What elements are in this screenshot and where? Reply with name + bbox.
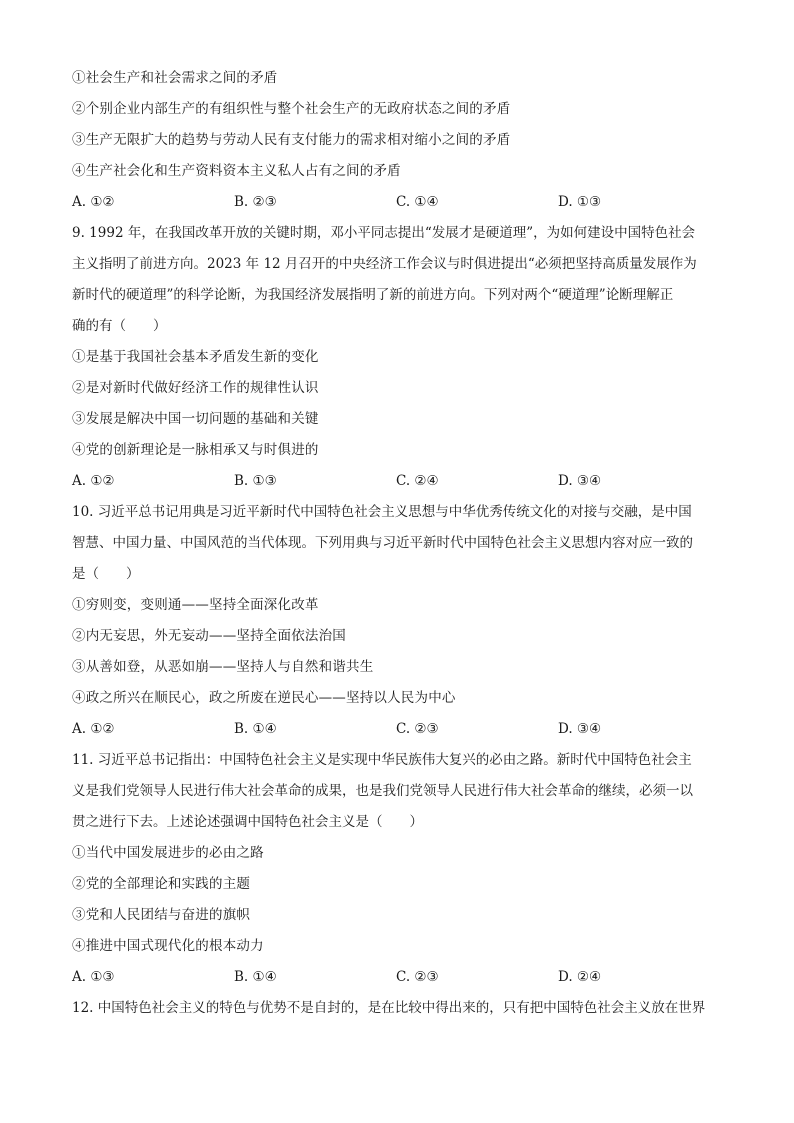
q11-choices: [72, 962, 722, 993]
q10-option-1: ①穷则变，变则通——坚持全面深化改革: [72, 597, 319, 613]
q12-stem-line-1: 12. 中国特色社会主义的特色与优势不是自封的，是在比较中得出来的，只有把中国特色社会主义放在世界: [72, 1000, 706, 1016]
q8-option-2: ②个别企业内部生产的有组织性与整个社会生产的无政府状态之间的矛盾: [72, 101, 511, 117]
q8-option-3: ③生产无限扩大的趋势与劳动人民有支付能力的需求相对缩小之间的矛盾: [72, 132, 511, 148]
question-12: [72, 993, 722, 1024]
q12-stem: [72, 993, 722, 1024]
q11-stem-line-3: 贯之进行下去。上述论述强调中国特色社会主义是（ ）: [72, 814, 423, 830]
q10-stem-line-2: 智慧、中国力量、中国风范的当代体现。下列用典与习近平新时代中国特色社会主义思想内容对应一致的: [72, 535, 693, 551]
q9-stem-line-4: 确的有（ ）: [72, 318, 167, 334]
q11-option-1: ①当代中国发展进步的必由之路: [72, 845, 264, 861]
q9-option-1: ①是基于我国社会基本矛盾发生新的变化: [72, 349, 319, 365]
q10-choice-d: D. ③④: [558, 721, 602, 737]
q9-stem: [72, 218, 722, 342]
q9-choice-a: A. ①②: [72, 473, 115, 489]
q10-choices: [72, 714, 722, 745]
q8-choices: [72, 187, 722, 218]
q8-choice-a: A. ①②: [72, 194, 115, 210]
q8-choice-c: C. ①④: [396, 194, 439, 210]
q9-stem-line-3: 新时代的硬道理”的科学论断，为我国经济发展指明了新的前进方向。下列对两个“硬道理”论断理解正: [72, 287, 674, 303]
q8-option-4: ④生产社会化和生产资料资本主义私人占有之间的矛盾: [72, 163, 401, 179]
q9-option-2: ②是对新时代做好经济工作的规律性认识: [72, 380, 319, 396]
page-content: [72, 63, 722, 1024]
q10-stem-line-1: 10. 习近平总书记用典是习近平新时代中国特色社会主义思想与中华优秀传统文化的对接与交融，是中国: [72, 504, 692, 520]
q10-choice-b: B. ①④: [234, 721, 277, 737]
q10-choice-a: A. ①②: [72, 721, 115, 737]
q9-choice-b: B. ①③: [234, 473, 277, 489]
q11-choice-a: A. ①③: [72, 969, 115, 985]
q9-option-3: ③发展是解决中国一切问题的基础和关键: [72, 411, 319, 427]
q11-option-3: ③党和人民团结与奋进的旗帜: [72, 907, 251, 923]
q9-choice-d: D. ③④: [558, 473, 602, 489]
q8-choice-b: B. ②③: [234, 194, 277, 210]
q8-option-1: ①社会生产和社会需求之间的矛盾: [72, 70, 278, 86]
q11-choice-b: B. ①④: [234, 969, 277, 985]
q9-choices: [72, 466, 722, 497]
q10-stem-line-3: 是（ ）: [72, 566, 140, 582]
question-11: [72, 745, 722, 993]
q11-option-2: ②党的全部理论和实践的主题: [72, 876, 251, 892]
q8-choice-d: D. ①③: [558, 194, 602, 210]
q10-choice-c: C. ②③: [396, 721, 439, 737]
q11-stem: [72, 745, 722, 838]
question-9: [72, 218, 722, 497]
q10-stem: [72, 497, 722, 590]
q9-stem-line-1: 9. 1992 年，在我国改革开放的关键时期，邓小平同志提出“发展才是硬道理”，为如何建设中国特色社会: [72, 225, 696, 241]
q10-option-4: ④政之所兴在顺民心，政之所废在逆民心——坚持以人民为中心: [72, 690, 456, 706]
q10-option-3: ③从善如登，从恶如崩——坚持人与自然和谐共生: [72, 659, 374, 675]
q9-stem-line-2: 主义指明了前进方向。2023 年 12 月召开的中央经济工作会议与时俱进提出“必须把坚持高质量发展作为: [72, 256, 697, 272]
q9-choice-c: C. ②④: [396, 473, 439, 489]
question-8: [72, 63, 722, 218]
q11-option-4: ④推进中国式现代化的根本动力: [72, 938, 264, 954]
q11-stem-line-2: 义是我们党领导人民进行伟大社会革命的成果，也是我们党领导人民进行伟大社会革命的继续，必须一以: [72, 783, 693, 799]
q9-option-4: ④党的创新理论是一脉相承又与时俱进的: [72, 442, 319, 458]
q11-stem-line-1: 11. 习近平总书记指出：中国特色社会主义是实现中华民族伟大复兴的必由之路。新时代中国特色社会主: [72, 752, 692, 768]
question-10: [72, 497, 722, 745]
q11-choice-c: C. ②③: [396, 969, 439, 985]
q11-choice-d: D. ②④: [558, 969, 602, 985]
q10-option-2: ②内无妄思，外无妄动——坚持全面依法治国: [72, 628, 346, 644]
